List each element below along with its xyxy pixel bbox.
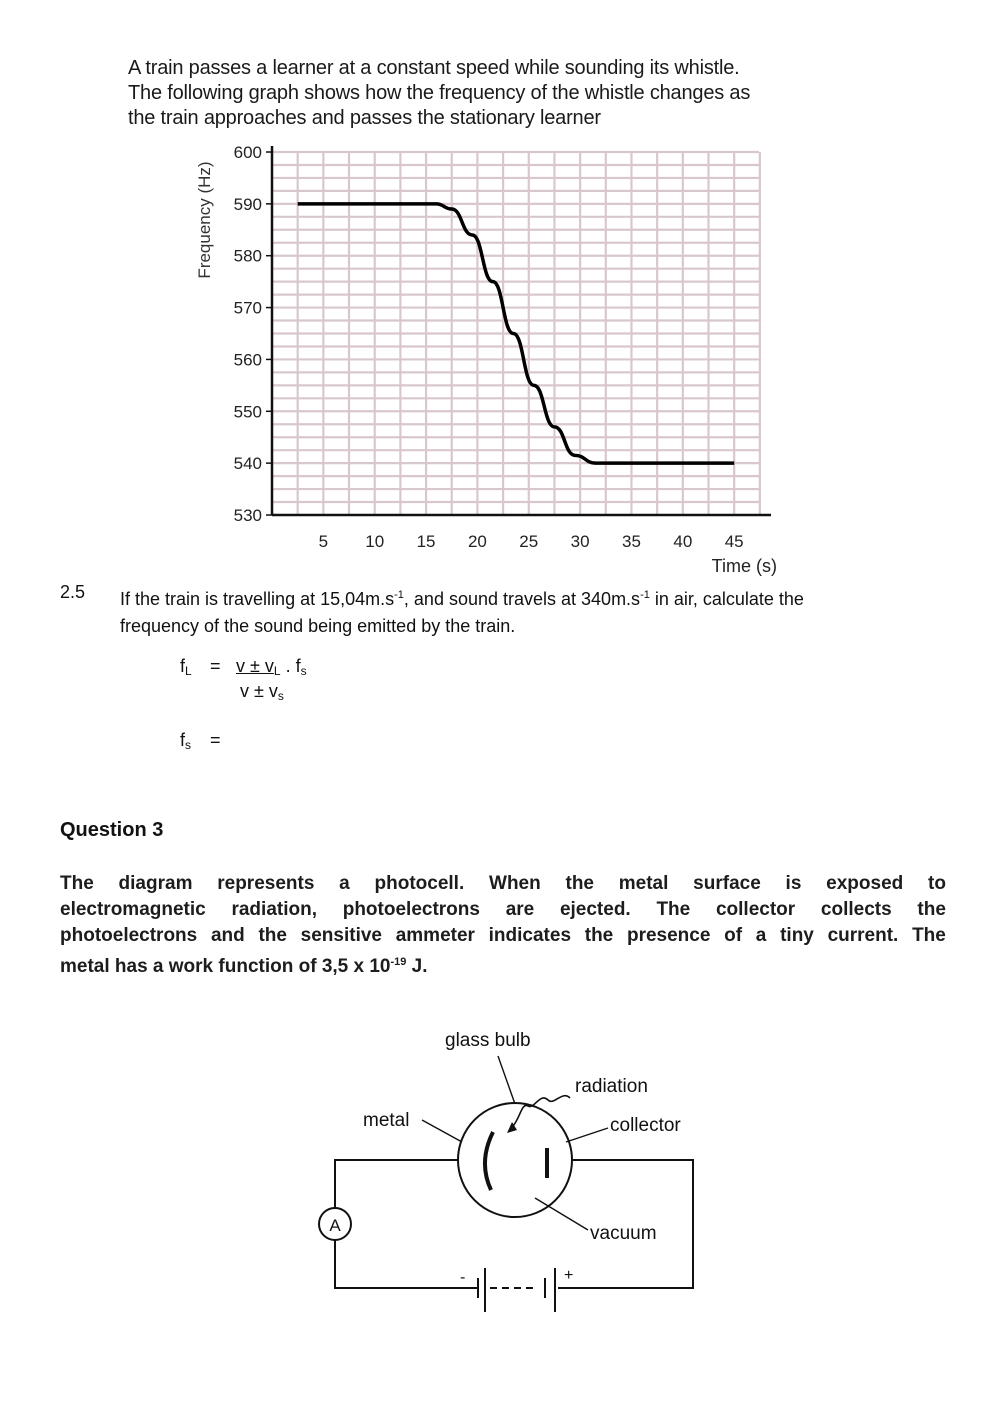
word: photoelectrons [342,899,480,920]
metal-label: metal [363,1110,410,1131]
word: the [917,899,946,920]
word: is [785,873,802,894]
x-tick-label: 40 [673,532,693,551]
intro-line: The following graph shows how the frequency of the whistle changes as [128,82,751,104]
x-tick-label: 20 [467,532,487,551]
superscript: -1 [640,589,650,601]
word: collects [820,899,892,920]
y-tick-label: 590 [233,194,262,214]
minus-label: - [460,1269,466,1286]
x-tick-label: 45 [724,532,744,551]
word: a [755,925,767,946]
times-fs: . f [280,656,301,676]
word: ammeter [395,925,475,946]
word: of [724,925,743,946]
intro-text [128,56,750,131]
word: current. [827,925,899,946]
question-text-part: metal has a work function of 3,5 x 10 [60,956,391,977]
answer-equals: = [210,730,221,750]
word: the [584,925,614,946]
word: the [565,873,594,894]
justified-line [60,923,946,949]
word: photocell. [374,873,465,894]
question-text-part: If the train is travelling at 15,04m.s [120,589,395,609]
word: collector [715,899,796,920]
y-tick-label: 550 [233,402,262,422]
y-tick-label: 570 [233,298,262,318]
collector-leader [566,1128,608,1142]
formula-equals: = [210,656,221,676]
question-text [120,582,804,640]
word: When [489,873,541,894]
vacuum-label: vacuum [590,1223,657,1244]
justified-line [60,871,946,897]
formula-denominator [240,681,284,703]
answer-subscript: s [185,738,192,752]
word: to [928,873,946,894]
word: The [60,873,94,894]
word: metal [618,873,669,894]
formula-symbol: f [180,656,186,676]
question-text-part: , and sound travels at 340m.s [403,589,641,609]
collector-label: collector [610,1115,681,1136]
word: sensitive [300,925,382,946]
word: radiation, [231,899,317,920]
formula-numerator [236,656,307,678]
question-number: 2.5 [60,582,86,602]
y-tick-label: 580 [233,246,262,266]
y-tick-label: 530 [233,506,262,525]
word: surface [693,873,761,894]
justified-line [60,897,946,923]
x-axis-label: Time (s) [711,556,777,576]
question-3-last-line [60,949,946,980]
y-tick-label: 600 [233,143,262,162]
plus-label: + [564,1267,574,1284]
photocell-diagram [300,1020,720,1330]
numerator-text: v ± v [236,656,274,676]
glass-bulb-label: glass bulb [445,1030,531,1051]
word: are [505,899,535,920]
word: a [339,873,350,894]
answer-lhs [180,730,191,752]
word: and [210,925,245,946]
fs-subscript: s [300,664,307,678]
word: The [656,899,691,920]
wire-top-left [335,1160,460,1208]
numerator-subscript: L [273,664,281,678]
y-tick-label: 540 [233,454,262,474]
x-tick-label: 25 [519,532,539,551]
word: tiny [780,925,814,946]
answer-symbol: f [180,730,186,750]
doppler-formula-lhs [180,656,192,678]
intro-line: A train passes a learner at a constant speed while sounding its whistle. [128,57,740,79]
glass-bulb-leader [498,1056,515,1104]
ammeter-label: A [329,1216,341,1235]
vacuum-leader [535,1198,588,1230]
formula-subscript: L [185,664,192,678]
y-tick-label: 560 [233,350,262,370]
denominator-text: v ± v [240,681,278,701]
glass-bulb [458,1103,572,1217]
word: represents [217,873,315,894]
word: photoelectrons [60,925,198,946]
x-tick-label: 10 [365,532,385,551]
question-3-title: Question 3 [60,819,164,841]
question-text-part: in air, calculate the [649,589,804,609]
superscript: -1 [394,589,404,601]
wire-bottom-left [335,1240,478,1288]
word: presence [626,925,711,946]
word: electromagnetic [60,899,206,920]
y-axis-label: Frequency (Hz) [195,161,214,279]
x-tick-label: 35 [622,532,641,551]
question-3-text [60,871,946,980]
metal-leader [422,1120,462,1142]
denominator-subscript: s [277,689,284,703]
superscript: -19 [390,956,407,968]
intro-line: the train approaches and passes the stationary learner [128,107,601,129]
x-tick-label: 5 [318,532,329,551]
word: indicates [488,925,572,946]
question-text-line: frequency of the sound being emitted by the train. [120,616,516,636]
word: the [258,925,287,946]
x-tick-label: 30 [570,532,590,551]
question-text-part: J. [406,956,428,977]
word: The [912,925,946,946]
radiation-label: radiation [575,1076,648,1097]
x-tick-label: 15 [416,532,436,551]
word: ejected. [559,899,631,920]
frequency-time-chart [180,138,790,583]
word: diagram [118,873,193,894]
word: exposed [826,873,904,894]
